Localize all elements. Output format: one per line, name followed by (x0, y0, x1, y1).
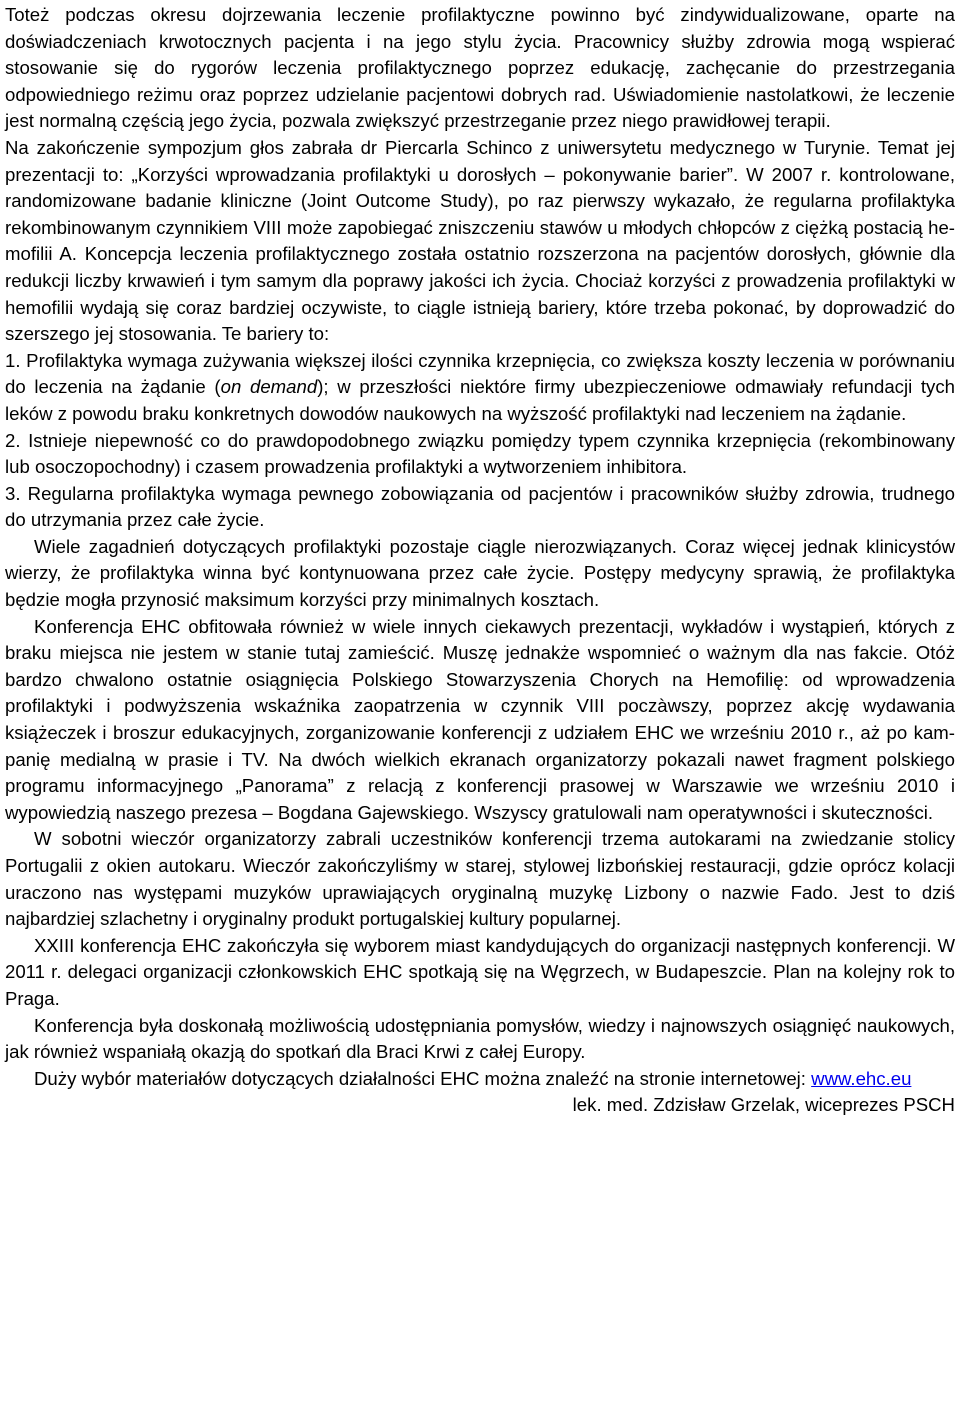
paragraph-ehc-website: Duży wybór materiałów dotyczących działalności EHC można znaleźć na stronie internetowej: www.ehc.eu (34, 1067, 912, 1089)
author-signature: lek. med. Zdzisław Grzelak, wiceprezes PSCH (572, 1094, 955, 1116)
paragraph-conference-summary: Konferencja była doskonałą możliwością udostępniania pomysłów, wiedzy i najnowszych osiągnięć naukowych, jak również wspaniałą okazją do spotkań dla Braci Krwi z całej Europy. (5, 1014, 955, 1063)
paragraph-adolescent-prophylaxis: Toteż podczas okresu dojrzewania leczenie profilaktyczne powinno być zindywidualizowane, oparte na doświadczeniach krwotocznych pacjenta i na jego stylu życia. Pracownicy służby zdrowia mogą wspierać stosowanie się do rygorów leczenia profilaktycznego poprzez edukację, zachęcanie do przestrzegania odpowiedniego reżimu oraz poprzez udzielanie pacjentowi dobrych rad. Uświadomienie nastolatkowi, że leczenie jest normalną częścią jego życia, pozwala zwiększyć przestrzeganie przez niego prawidłowej terapii. (5, 4, 955, 132)
ehc-website-link[interactable]: www.ehc.eu (811, 1067, 912, 1089)
paragraph-next-conferences: XXIII konferencja EHC zakończyła się wyborem miast kandydujących do organizacji następnych konferencji. W 2011 r. delegaci organizacji członkowskich EHC spotkają się na Węgrzech, w Budapeszcie. Plan na kolejny rok to Praga. (5, 934, 955, 1009)
paragraph-lisbon-evening: W sobotni wieczór organizatorzy zabrali uczestników konferencji trzema autokarami na zwiedzanie stolicy Portugalii z okien autokaru. Wieczór zakończyliśmy w starej, stylowej lizbońskiej restauracji, gdzie oprócz kolacji uraczono nas występami muzyków uprawiających oryginalną muzykę Lizbony o nazwie Fado. Jest to dziś najbardziej szlachetny i oryginalny produkt portugalskiej kultury popularnej. (5, 828, 955, 930)
list-item-barrier-2: 2. Istnieje niepewność co do prawdopodobnego związku pomiędzy typem czynnika krzepnięcia (rekombinowany lub osoczopochodny) i czasem prowadzenia profilaktyki a wytworzeniem inhibitora. (5, 429, 955, 478)
list-item-barrier-3: 3. Regularna profilaktyka wymaga pewnego zobowiązania od pacjentów i pracowników służby zdrowia, trudnego do utrzymania przez całe życie. (5, 482, 955, 531)
paragraph-unresolved-issues: Wiele zagadnień dotyczących profilaktyki pozostaje ciągle nierozwiązanych. Coraz więcej jednak klinicystów wierzy, że profilaktyka winna być kontynuowana przez całe życie. Postępy medycyny sprawią, że profilaktyka będzie mogła przynosić maksimum korzyści przy minimalnych kosztach. (5, 535, 955, 611)
emphasis-on-demand: on demand (220, 376, 318, 398)
paragraph-conference-highlights: Konferencja EHC obfitowała również w wiele innych ciekawych prezentacji, wykładów i wystąpień, których z braku miejsca nie jestem w stanie tutaj zamieścić. Muszę jednakże wspomnieć o ważnym dla nas fakcie. Otóż bardzo chwalono ostatnie osiągnięcia Polskiego Stowarzyszenia Chorych na Hemofilię: od wprowadzenia profilaktyki i podwyższenia wskaźnika zaopatrzenia w czynnik VIII poczàwszy, poprzez akcję wydawania książeczek i broszur edukacyjnych, zorganizowanie konferencji z udziałem EHC we wrześniu 2010 r., aż po kampanię medialną w prasie i TV. Na dwóch wielkich ekranach organizatorzy pokazali nawet fragment polskiego programu informacyjnego „Panorama” z relacją z konferencji prasowej w Warszawie we wrześniu 2010 i wypowiedzią naszego prezesa – Bogdana Gajewskiego. Wszyscy gratulowali nam operatywności i skuteczności. (5, 615, 955, 823)
paragraph-schinco-presentation: Na zakończenie sympozjum głos zabrała dr Piercarla Schinco z uniwersytetu medycznego w Turynie. Temat jej prezentacji to: „Korzyści wprowadzania profilaktyki u dorosłych – pokonywanie barier”. W 2007 r. kontrolowane, randomizowane badanie kliniczne (Joint Outcome Study), po raz pierwszy wykazało, że regularna profilaktyka rekombinowanym czynnikiem VIII może zapobiegać zniszczeniu stawów u młodych chłopców z ciężką postacią hemofilii A. Koncepcja leczenia profilaktycznego została ostatnio rozszerzona na pacjentów dorosłych, głównie dla redukcji liczby krwawień i tym samym dla poprawy jakości ich życia. Chociaż korzyści z prowadzenia profilaktyki w hemofilii wydają się coraz bardziej oczywiste, to ciągle istnieją bariery, które trzeba pokonać, by doprowadzić do szerszego jej stosowania. Te bariery to: (5, 136, 955, 345)
list-item-barrier-1: 1. Profilaktyka wymaga zużywania większej ilości czynnika krzepnięcia, co zwiększa koszty leczenia w porównaniu do leczenia na żądanie (on demand); w przeszłości niektóre firmy ubezpieczeniowe odmawiały refundacji tych leków z powodu braku konkretnych dowodów naukowych na wyższość profilaktyki nad leczeniem na żądanie. (5, 349, 955, 424)
